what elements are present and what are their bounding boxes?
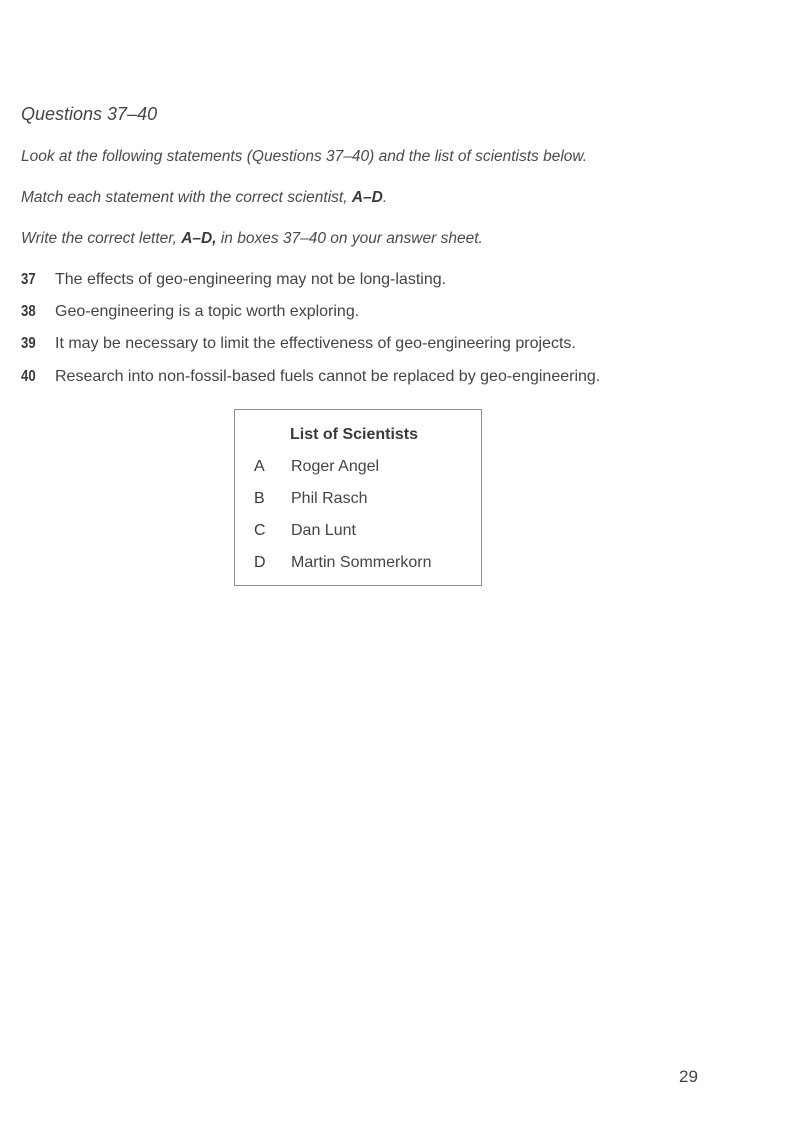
scientist-letter: A — [254, 458, 265, 475]
question-40 — [21, 368, 600, 386]
question-37 — [21, 271, 446, 289]
question-number: 38 — [21, 303, 36, 320]
scientist-letter: B — [254, 490, 265, 507]
instruction-2-after: . — [382, 189, 388, 206]
scientist-list-box — [234, 409, 482, 586]
question-number: 37 — [21, 271, 36, 288]
scientist-name: Martin Sommerkorn — [291, 554, 432, 571]
instruction-2-bold: A–D — [351, 189, 383, 206]
scientist-name: Phil Rasch — [291, 490, 368, 507]
question-text: Geo-engineering is a topic worth exploring. — [55, 303, 360, 320]
scientist-list-title: List of Scientists — [290, 426, 419, 443]
scientist-list-item — [235, 522, 481, 540]
instruction-1 — [21, 148, 587, 166]
page-number: 29 — [679, 1067, 698, 1086]
question-text: Research into non-fossil-based fuels cannot be replaced by geo-engineering. — [55, 368, 601, 385]
question-38 — [21, 303, 359, 321]
question-text: The effects of geo-engineering may not be long-lasting. — [55, 271, 447, 288]
section-title: Questions 37–40 — [21, 104, 158, 124]
question-number: 40 — [21, 368, 36, 385]
scientist-list-item — [235, 490, 481, 508]
question-number: 39 — [21, 335, 36, 352]
question-39 — [21, 335, 576, 353]
instruction-3 — [21, 230, 483, 248]
question-text: It may be necessary to limit the effectiveness of geo-engineering projects. — [55, 335, 576, 352]
instruction-2-text: Match each statement with the correct scientist, — [21, 189, 352, 206]
instruction-3-text: Write the correct letter, — [21, 230, 182, 247]
scientist-name: Dan Lunt — [291, 522, 356, 539]
scientist-letter: C — [254, 522, 266, 539]
instruction-3-after: in boxes 37–40 on your answer sheet. — [216, 230, 483, 247]
scientist-name: Roger Angel — [291, 458, 380, 475]
instruction-3-bold: A–D, — [181, 230, 217, 247]
scientist-list-item — [235, 554, 481, 572]
instruction-1-text: Look at the following statements (Questions 37–40) and the list of scientists below. — [21, 148, 588, 165]
scientist-list-item — [235, 458, 481, 476]
scientist-letter: D — [254, 554, 266, 571]
instruction-2 — [21, 189, 387, 207]
